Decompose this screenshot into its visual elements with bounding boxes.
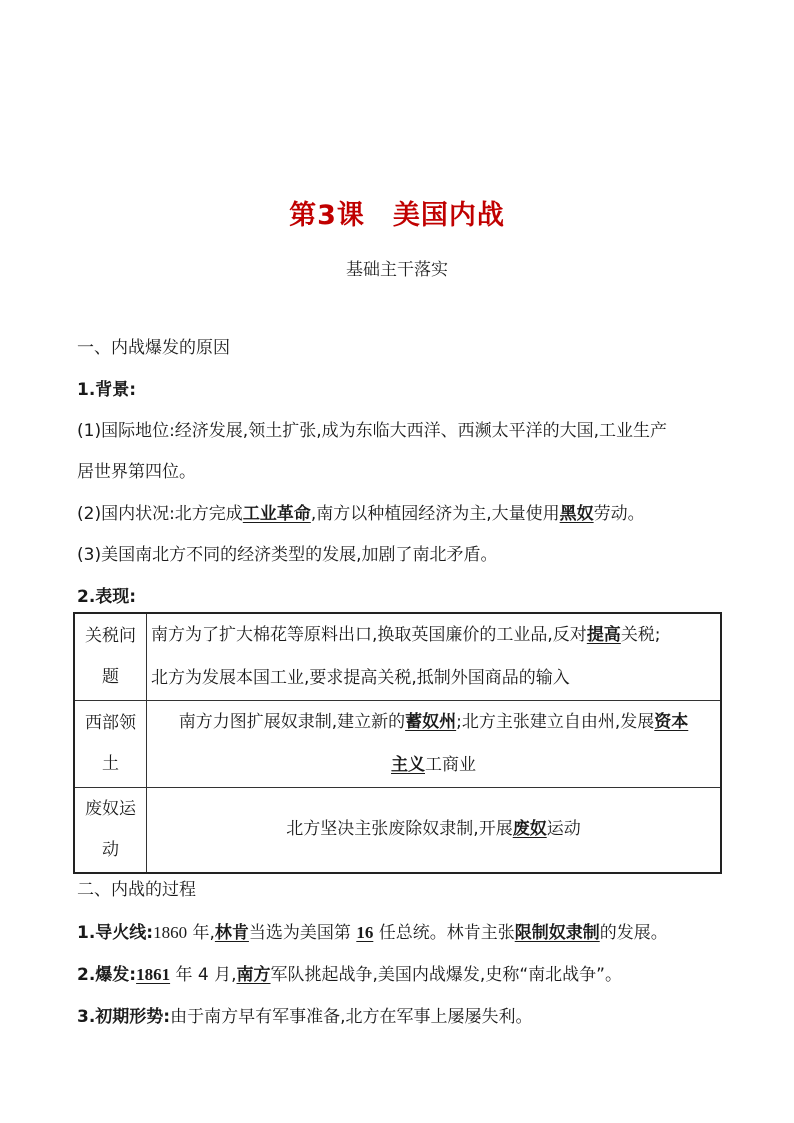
performance-table (73, 612, 722, 874)
background-label: 1.背景: (77, 380, 137, 400)
bg-point2-mid: ,南方以种植园经济为主,大量使用 (310, 504, 560, 524)
keyword-industrial-revolution: 工业革命 (242, 504, 311, 524)
fuse-year: 1860 (153, 923, 188, 942)
initial-situation-label: 3.初期形势: (77, 1007, 171, 1027)
bg-point2-post: 劳动。 (593, 504, 645, 524)
keyword-black-slaves: 黑奴 (559, 504, 594, 524)
keyword-south: 南方 (236, 965, 271, 985)
territory-line1-mid: ;北方主张建立自由州,发展 (456, 712, 655, 732)
row-content-tariff (147, 613, 722, 701)
fuse-t2: 当选为美国第 (248, 923, 357, 943)
row-content-western-territory (147, 701, 722, 788)
territory-line2 (151, 744, 716, 787)
bg-point2-pre: (2)国内状况:北方完成 (77, 504, 243, 524)
row-label-tariff: 关税问题 (74, 613, 147, 701)
outbreak-line (77, 964, 622, 986)
row-label-western-territory: 西部领土 (74, 701, 147, 788)
keyword-lincoln: 林肯 (214, 923, 249, 943)
performance-label: 2.表现: (77, 587, 137, 607)
bg-point2 (77, 503, 645, 525)
keyword-abolition: 废奴 (512, 819, 547, 840)
row-label-abolition: 废奴运动 (74, 788, 147, 873)
keyword-capital: 资本 (654, 712, 689, 732)
keyword-raise: 提高 (586, 625, 621, 645)
bg-point1-line1: (1)国际地位:经济发展,领土扩张,成为东临大西洋、西濒太平洋的大国,工业生产 (77, 421, 668, 441)
bg-point1-line2: 居世界第四位。 (77, 462, 196, 482)
outbreak-t2: 军队挑起战争,美国内战爆发,史称“南北战争”。 (270, 965, 622, 985)
territory-line1 (151, 701, 716, 744)
tariff-line1-post: 关税; (620, 625, 661, 645)
initial-situation-line (77, 1006, 533, 1028)
section1-heading: 一、内战爆发的原因 (77, 338, 230, 358)
fuse-t3: 任总统。林肯主张 (373, 923, 515, 943)
keyword-sixteen: 16 (356, 923, 374, 942)
section2-heading: 二、内战的过程 (77, 880, 196, 900)
fuse-label: 1.导火线: (77, 923, 154, 943)
row-content-abolition (147, 788, 722, 873)
keyword-1861: 1861 (136, 965, 171, 984)
outbreak-t1: 年 4 月, (170, 965, 237, 985)
fuse-line (77, 922, 668, 944)
initial-situation-text: 由于南方早有军事准备,北方在军事上屡屡失利。 (170, 1007, 533, 1027)
table-row (74, 788, 721, 873)
tariff-line2: 北方为发展本国工业,要求提高关税,抵制外国商品的输入 (151, 668, 570, 688)
territory-line1-pre: 南方力图扩展奴隶制,建立新的 (178, 712, 406, 732)
keyword-ism: 主义 (391, 755, 425, 775)
bg-point3: (3)美国南北方不同的经济类型的发展,加剧了南北矛盾。 (77, 545, 498, 565)
fuse-t1: 年, (187, 923, 215, 943)
tariff-line1 (151, 614, 716, 657)
page-subtitle: 基础主干落实 (346, 260, 448, 280)
abolition-post: 运动 (546, 819, 581, 840)
table-row (74, 701, 721, 788)
fuse-t4: 的发展。 (599, 923, 668, 943)
page-title: 第3课 美国内战 (289, 200, 505, 231)
abolition-pre: 北方坚决主张废除奴隶制,开展 (286, 819, 513, 840)
keyword-slave-state: 蓄奴州 (405, 712, 457, 732)
keyword-restrict-slavery: 限制奴隶制 (514, 923, 600, 943)
outbreak-label: 2.爆发: (77, 965, 137, 985)
table-row (74, 613, 721, 701)
territory-line2-post: 工商业 (425, 755, 476, 775)
tariff-line1-pre: 南方为了扩大棉花等原料出口,换取英国廉价的工业品,反对 (151, 625, 587, 645)
